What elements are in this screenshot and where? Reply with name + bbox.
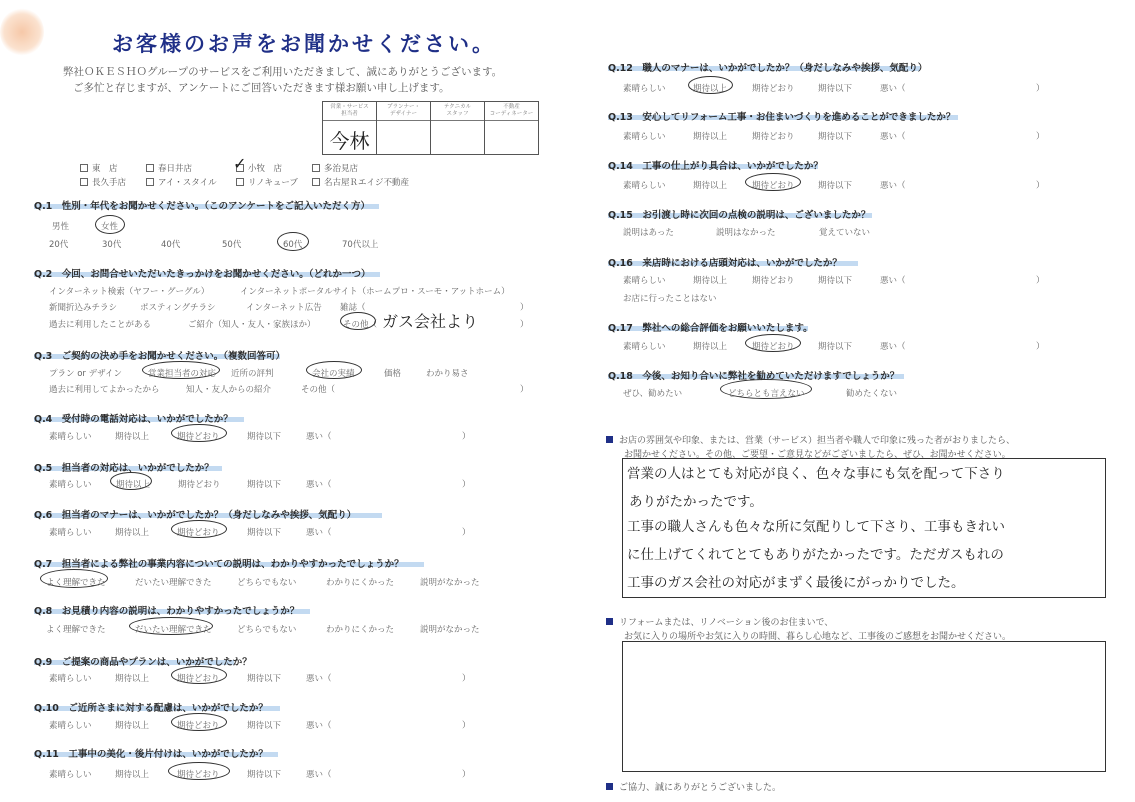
q13-opt-expected[interactable]: 期待どおり xyxy=(752,132,795,142)
store-option-istyle[interactable] xyxy=(146,176,217,188)
q4-answer-circle xyxy=(171,424,227,442)
q3-option-reputation[interactable]: 近所の評判 xyxy=(231,369,274,379)
q3-label: Q.3 ご契約の決め手をお聞かせください。（複数回答可） xyxy=(34,351,286,362)
q3-option-clarity[interactable]: わかり易さ xyxy=(426,369,469,379)
q3-option-sales-staff[interactable]: 営業担当者の対応 xyxy=(148,369,217,379)
q1-age-70s[interactable]: 70代以上 xyxy=(342,240,379,250)
comment1-line-5: 工事のガス会社の対応がまずく最後にがっかりでした。 xyxy=(627,575,965,591)
q13-opt-above[interactable]: 期待以上 xyxy=(693,132,728,142)
square-bullet-icon xyxy=(606,618,613,625)
q18-answer-circle xyxy=(720,379,812,399)
staff-sales-header: 営業・サービス 担当者 xyxy=(323,102,376,121)
checkbox[interactable] xyxy=(80,164,88,172)
q1-answer-circle xyxy=(95,215,125,234)
q6-opt-excellent[interactable]: 素晴らしい xyxy=(49,528,92,538)
q10-opt-excellent[interactable]: 素晴らしい xyxy=(49,721,92,731)
q12-opt-bad[interactable]: 悪い（ xyxy=(880,84,906,94)
checkbox[interactable] xyxy=(80,178,88,186)
q6-opt-below[interactable]: 期待以下 xyxy=(247,528,282,538)
checkbox[interactable] xyxy=(312,178,320,186)
q8-opt-mostly[interactable]: だいたい理解できた xyxy=(135,625,212,635)
q3-option-other[interactable]: その他（ xyxy=(301,385,336,395)
checkbox[interactable] xyxy=(146,178,154,186)
q10-opt-bad[interactable]: 悪い（ xyxy=(306,721,332,731)
q9-answer-circle xyxy=(171,666,227,684)
q3-option-plan[interactable]: プラン or デザイン xyxy=(49,369,123,379)
q1-age-40s[interactable]: 40代 xyxy=(161,240,181,250)
q6-opt-above[interactable]: 期待以上 xyxy=(115,528,150,538)
q18-label: Q.18 今後、お知り合いに弊社を勧めていただけますでしょうか？ xyxy=(608,371,900,382)
q13-close: ） xyxy=(1036,132,1045,142)
q4-opt-expected[interactable]: 期待どおり xyxy=(177,432,220,442)
comment1-line-4: に仕上げてくれてとてもありがたかったです。ただガスもれの xyxy=(627,547,1004,563)
q7-answer-circle xyxy=(40,569,108,588)
q5-close: ） xyxy=(462,480,471,490)
q1-age-60s[interactable]: 60代 xyxy=(283,240,303,250)
q1-option-female[interactable]: 女性 xyxy=(101,222,119,232)
q7-opt-mostly[interactable]: だいたい理解できた xyxy=(135,578,212,588)
q4-close: ） xyxy=(462,432,471,442)
q16-opt-excellent[interactable]: 素晴らしい xyxy=(623,276,666,286)
q16-opt-above[interactable]: 期待以上 xyxy=(693,276,728,286)
q17-opt-excellent[interactable]: 素晴らしい xyxy=(623,342,666,352)
q13-opt-bad[interactable]: 悪い（ xyxy=(880,132,906,142)
q2-answer-circle xyxy=(340,312,376,330)
q17-opt-below[interactable]: 期待以下 xyxy=(818,342,853,352)
q14-opt-above[interactable]: 期待以上 xyxy=(693,181,728,191)
q12-close: ） xyxy=(1036,84,1045,94)
q16-opt-bad[interactable]: 悪い（ xyxy=(880,276,906,286)
q9-opt-below[interactable]: 期待以下 xyxy=(247,674,282,684)
comment1-textarea[interactable] xyxy=(622,458,1106,598)
q4-opt-below[interactable]: 期待以下 xyxy=(247,432,282,442)
q11-opt-bad[interactable]: 悪い（ xyxy=(306,770,332,780)
q3-option-past[interactable]: 過去に利用してよかったから xyxy=(49,385,160,395)
q16-label: Q.16 来店時における店頭対応は、いかがでしたか？ xyxy=(608,258,842,269)
q12-answer-circle xyxy=(688,76,733,94)
q14-opt-bad[interactable]: 悪い（ xyxy=(880,181,906,191)
q8-label: Q.8 お見積り内容の説明は、わかりやすかったでしょうか？ xyxy=(34,606,300,617)
q1-age-20s[interactable]: 20代 xyxy=(49,240,69,250)
q1-age-30s[interactable]: 30代 xyxy=(102,240,122,250)
comment1-label-2: お聞かせください。その他、ご要望・ご意見などがございましたら、ぜひ、お聞かせください。 xyxy=(624,450,1011,460)
checkbox[interactable] xyxy=(236,178,244,186)
q3-option-price[interactable]: 価格 xyxy=(384,369,402,379)
store-option-renocube[interactable] xyxy=(236,176,298,188)
q11-close: ） xyxy=(462,770,471,780)
q6-opt-expected[interactable]: 期待どおり xyxy=(177,528,220,538)
q2-magazine-close: ） xyxy=(520,303,529,313)
q7-opt-neutral[interactable]: どちらでもない xyxy=(237,578,297,588)
checkmark: ✓ xyxy=(233,154,247,173)
staff-planner-cell[interactable] xyxy=(377,102,431,155)
q10-opt-below[interactable]: 期待以下 xyxy=(247,721,282,731)
q6-opt-bad[interactable]: 悪い（ xyxy=(306,528,332,538)
comment1-heading xyxy=(606,433,1015,446)
q5-opt-excellent[interactable]: 素晴らしい xyxy=(49,480,92,490)
q5-opt-bad[interactable]: 悪い（ xyxy=(306,480,332,490)
store-option-nagoya-r-age[interactable] xyxy=(312,176,409,188)
comment2-label-1: リフォームまたは、リノベーション後のお住まいで、 xyxy=(619,618,834,628)
q9-opt-bad[interactable]: 悪い（ xyxy=(306,674,332,684)
q2-option-posting[interactable]: ポスティングチラシ xyxy=(140,303,216,313)
square-bullet-icon xyxy=(606,436,613,443)
q3-option-friend[interactable]: 知人・友人からの紹介 xyxy=(186,385,272,395)
q5-opt-below[interactable]: 期待以下 xyxy=(247,480,282,490)
store-label: リノキューブ xyxy=(248,178,298,188)
q2-option-web-ad[interactable]: インターネット広告 xyxy=(246,303,322,313)
q15-opt-yes[interactable]: 説明はあった xyxy=(623,228,674,238)
q8-opt-well[interactable]: よく理解できた xyxy=(46,625,106,635)
q18-opt-recommend[interactable]: ぜひ、勧めたい xyxy=(623,389,683,399)
q14-opt-excellent[interactable]: 素晴らしい xyxy=(623,181,666,191)
intro-line-2: ご多忙と存じますが、アンケートにご回答いただきます様お願い申し上げます。 xyxy=(73,82,450,94)
q11-answer-circle xyxy=(168,762,230,780)
store-label: 小牧 店 xyxy=(248,164,283,174)
q4-opt-bad[interactable]: 悪い（ xyxy=(306,432,332,442)
q3-answer-circle-2 xyxy=(306,361,362,379)
q9-opt-above[interactable]: 期待以上 xyxy=(115,674,150,684)
q4-opt-above[interactable]: 期待以上 xyxy=(115,432,150,442)
staff-sales-name: 今林 xyxy=(329,129,370,153)
q8-opt-neutral[interactable]: どちらでもない xyxy=(237,625,297,635)
square-bullet-icon xyxy=(606,783,613,790)
q1-age-answer-circle xyxy=(277,232,309,251)
comment2-label-2: お気に入りの場所やお気に入りの時間、暮らし心地など、工事後のご感想をお聞かせください。 xyxy=(624,632,1012,642)
q4-label: Q.4 受付時の電話対応は、いかがでしたか？ xyxy=(34,414,233,425)
staff-planner-header: プランナー・ デザイナー xyxy=(377,102,430,121)
q5-answer-circle xyxy=(110,472,152,490)
comment1-line-3: 工事の職人さんも色々な所に気配りして下さり、工事もきれい xyxy=(627,519,1005,535)
q3-option-track-record[interactable]: 会社の実績 xyxy=(312,369,355,379)
q13-opt-excellent[interactable]: 素晴らしい xyxy=(623,132,666,142)
q14-close: ） xyxy=(1036,181,1045,191)
q1-label: Q.1 性別・年代をお聞かせください。（このアンケートをご記入いただく方） xyxy=(34,201,370,212)
q5-opt-expected[interactable]: 期待どおり xyxy=(178,480,221,490)
q2-other-handwritten: ガス会社より xyxy=(382,312,479,331)
store-label: 多治見店 xyxy=(324,164,359,174)
staff-technical-cell[interactable] xyxy=(431,102,485,155)
q12-opt-below[interactable]: 期待以下 xyxy=(818,84,853,94)
store-label: 名古屋Ｒエイジ不動産 xyxy=(324,178,410,188)
q17-opt-expected[interactable]: 期待どおり xyxy=(752,342,795,352)
comment2-textarea[interactable] xyxy=(622,641,1106,772)
q1-age-50s[interactable]: 50代 xyxy=(222,240,242,250)
store-label: 長久手店 xyxy=(92,178,127,188)
q5-label: Q.5 担当者の対応は、いかがでしたか？ xyxy=(34,463,214,474)
staff-table xyxy=(322,101,539,155)
q14-opt-below[interactable]: 期待以下 xyxy=(818,181,853,191)
q7-opt-none[interactable]: 説明がなかった xyxy=(420,578,480,588)
store-option-nagakute[interactable] xyxy=(80,176,126,188)
q17-label: Q.17 弊社への総合評価をお願いいたします。 xyxy=(608,323,813,334)
q7-opt-hard[interactable]: わかりにくかった xyxy=(326,578,395,588)
q9-opt-expected[interactable]: 期待どおり xyxy=(177,674,220,684)
q2-option-other[interactable]: その他（ xyxy=(343,320,378,330)
q2-option-search[interactable]: インターネット検索（ヤフー・グーグル） xyxy=(49,287,210,297)
q9-close: ） xyxy=(462,674,471,684)
q16-close: ） xyxy=(1036,276,1045,286)
store-label: アイ・スタイル xyxy=(158,178,217,188)
q11-opt-above[interactable]: 期待以上 xyxy=(115,770,150,780)
comment2-heading xyxy=(606,615,833,628)
q16-opt-expected[interactable]: 期待どおり xyxy=(752,276,795,286)
q6-answer-circle xyxy=(171,520,227,538)
q9-opt-excellent[interactable]: 素晴らしい xyxy=(49,674,92,684)
q5-opt-above[interactable]: 期待以上 xyxy=(116,480,151,490)
q8-opt-none[interactable]: 説明がなかった xyxy=(420,625,480,635)
company-stamp xyxy=(0,8,44,56)
q17-opt-bad[interactable]: 悪い（ xyxy=(880,342,906,352)
q15-opt-no[interactable]: 説明はなかった xyxy=(716,228,776,238)
q13-opt-below[interactable]: 期待以下 xyxy=(818,132,853,142)
q3-other-close: ） xyxy=(520,385,529,395)
q10-answer-circle xyxy=(171,713,227,731)
staff-technical-header: テクニカル スタッフ xyxy=(431,102,484,121)
q16-opt-never-visited[interactable]: お店に行ったことはない xyxy=(623,294,717,304)
store-option-tajimi[interactable] xyxy=(312,162,358,174)
q15-label: Q.15 お引渡し時に次回の点検の説明は、ございましたか？ xyxy=(608,210,871,221)
q11-opt-excellent[interactable]: 素晴らしい xyxy=(49,770,92,780)
comment1-label-1: お店の雰囲気や印象、または、営業（サービス）担当者や職人で印象に残った者がおりましたら、 xyxy=(619,436,1016,446)
q6-close: ） xyxy=(462,528,471,538)
q11-opt-below[interactable]: 期待以下 xyxy=(247,770,282,780)
q12-opt-expected[interactable]: 期待どおり xyxy=(752,84,795,94)
checkbox[interactable] xyxy=(312,164,320,172)
q11-opt-expected[interactable]: 期待どおり xyxy=(177,770,220,780)
comment1-line-1: 営業の人はとても対応が良く、色々な事にも気を配って下さり xyxy=(627,466,1005,482)
q9-label: Q.9 ご提案の商品やプランは、いかがでしたか？ xyxy=(34,657,252,668)
store-label: 春日井店 xyxy=(158,164,193,174)
q10-close: ） xyxy=(462,721,471,731)
staff-sales-cell[interactable] xyxy=(323,102,377,155)
q15-opt-dont-remember[interactable]: 覚えていない xyxy=(819,228,871,238)
q4-opt-excellent[interactable]: 素晴らしい xyxy=(49,432,92,442)
q12-opt-excellent[interactable]: 素晴らしい xyxy=(623,84,666,94)
q6-label: Q.6 担当者のマナーは、いかがでしたか？（身だしなみや挨拶、気配り） xyxy=(34,510,357,521)
q10-label: Q.10 ご近所さまに対する配慮は、いかがでしたか？ xyxy=(34,703,268,714)
q2-option-magazine[interactable]: 雑誌（ xyxy=(340,303,366,313)
q12-label: Q.12 職人のマナーは、いかがでしたか？（身だしなみや挨拶、気配り） xyxy=(608,63,928,74)
q16-opt-below[interactable]: 期待以下 xyxy=(818,276,853,286)
staff-realestate-cell[interactable] xyxy=(485,102,539,155)
q18-opt-neutral[interactable]: どちらとも言えない xyxy=(728,389,805,399)
q3-answer-circle-1 xyxy=(142,361,220,379)
q7-label: Q.7 担当者による弊社の事業内容についての説明は、わかりやすかったでしょうか？ xyxy=(34,559,404,570)
q1-option-male[interactable]: 男性 xyxy=(52,222,70,232)
q17-answer-circle xyxy=(745,334,801,352)
q14-opt-expected[interactable]: 期待どおり xyxy=(752,181,795,191)
page-title: お客様のお声をお聞かせください。 xyxy=(112,31,496,56)
footer-thanks xyxy=(606,780,781,793)
q12-opt-above[interactable]: 期待以上 xyxy=(693,84,728,94)
staff-realestate-header: 不動産 コーディネーター xyxy=(485,102,538,121)
store-option-kasugai[interactable] xyxy=(146,162,192,174)
q18-opt-not-recommend[interactable]: 勧めたくない xyxy=(846,389,898,399)
q8-opt-hard[interactable]: わかりにくかった xyxy=(326,625,395,635)
q2-label: Q.2 今回、お問合せいただいたきっかけをお聞かせください。（どれか一つ） xyxy=(34,269,371,280)
q2-option-past-use[interactable]: 過去に利用したことがある xyxy=(49,320,152,330)
q10-opt-expected[interactable]: 期待どおり xyxy=(177,721,220,731)
q2-option-newspaper[interactable]: 新聞折込みチラシ xyxy=(49,303,118,313)
q7-opt-well[interactable]: よく理解できた xyxy=(46,578,106,588)
intro-line-1: 弊社ＯＫＥＳＨＯグループのサービスをご利用いただきまして、誠にありがとうございます。 xyxy=(63,66,503,78)
q2-option-referral[interactable]: ご紹介（知人・友人・家族ほか） xyxy=(188,320,316,330)
q14-label: Q.14 工事の仕上がり具合は、いかがでしたか？ xyxy=(608,161,823,172)
footer-text: ご協力、誠にありがとうございました。 xyxy=(619,783,782,793)
store-option-east[interactable] xyxy=(80,162,118,174)
q8-answer-circle xyxy=(129,617,213,635)
q17-close: ） xyxy=(1036,342,1045,352)
q2-option-portal[interactable]: インターネットポータルサイト（ホームプロ・スーモ・アットホーム） xyxy=(240,287,510,297)
q2-other-close: ） xyxy=(520,320,529,330)
checkbox[interactable] xyxy=(146,164,154,172)
q10-opt-above[interactable]: 期待以上 xyxy=(115,721,150,731)
q13-label: Q.13 安心してリフォーム工事・お住まいづくりを進めることができましたか？ xyxy=(608,112,956,123)
store-label: 東 店 xyxy=(92,164,118,174)
q11-label: Q.11 工事中の美化・後片付けは、いかがでしたか？ xyxy=(34,749,268,760)
q17-opt-above[interactable]: 期待以上 xyxy=(693,342,728,352)
q14-answer-circle xyxy=(745,173,801,191)
comment1-line-2: ありがたかったです。 xyxy=(629,494,763,510)
